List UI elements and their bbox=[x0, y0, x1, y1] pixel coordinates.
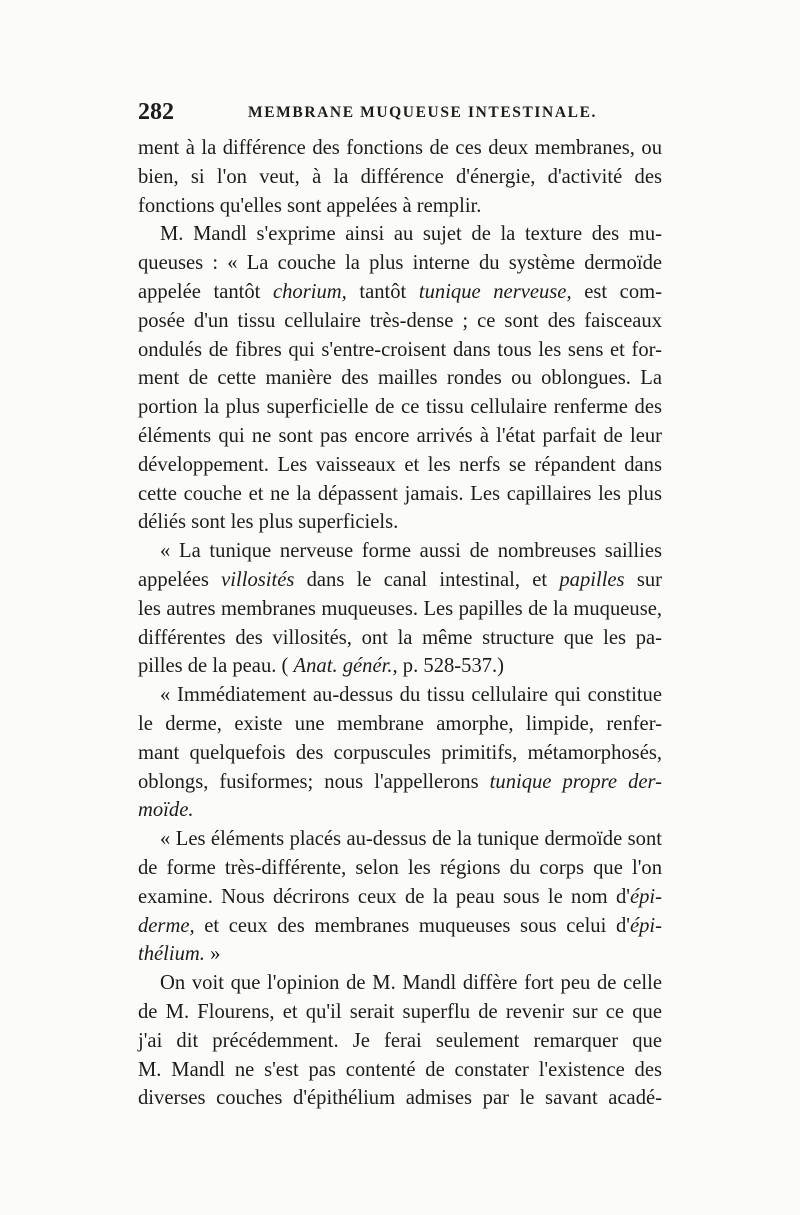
body-text bbox=[138, 134, 662, 1113]
text-run: appelées bbox=[138, 568, 222, 591]
text-line: diverses couches d'épithélium admises par le savant acadé- bbox=[138, 1087, 662, 1110]
text-line bbox=[138, 883, 662, 912]
text-line: cette couche et ne la dépassent jamais. Les capillaires les plus bbox=[138, 482, 662, 505]
italic-run: tunique nerveuse, bbox=[418, 280, 572, 303]
text-run: pilles de la peau. ( bbox=[138, 655, 294, 678]
text-line: le derme, existe une membrane amorphe, limpide, renfer- bbox=[138, 712, 662, 735]
text-line bbox=[138, 912, 662, 941]
text-line: M. Mandl ne s'est pas contenté de constater l'existence des bbox=[138, 1058, 662, 1081]
text-line: M. Mandl s'exprime ainsi au sujet de la texture des mu- bbox=[160, 223, 662, 246]
text-line: bien, si l'on veut, à la différence d'énergie, d'activité des bbox=[138, 165, 662, 188]
text-line: ment de cette manière des mailles rondes ou oblongues. La bbox=[138, 367, 662, 390]
italic-run: chorium, bbox=[272, 280, 347, 303]
italic-run: Anat. génér., bbox=[293, 655, 398, 678]
text-line: posée d'un tissu cellulaire très-dense ; ce sont des faisceaux bbox=[138, 309, 662, 332]
text-line: différentes des villosités, ont la même structure que les pa- bbox=[138, 626, 662, 649]
text-line bbox=[138, 796, 662, 825]
text-line bbox=[138, 652, 662, 681]
text-line: éléments qui ne sont pas encore arrivés à l'état parfait de leur bbox=[138, 424, 662, 447]
page-header bbox=[138, 98, 662, 128]
text-line: de M. Flourens, et qu'il serait superflu de revenir sur ce que bbox=[138, 1000, 662, 1023]
text-run: tantôt bbox=[346, 280, 419, 303]
italic-run: tunique propre der- bbox=[489, 770, 662, 793]
text-run: et ceux des membranes muqueuses sous celui d' bbox=[194, 914, 630, 937]
text-line bbox=[138, 566, 662, 595]
text-line: de forme très-différente, selon les régions du corps que l'on bbox=[138, 856, 662, 879]
text-run: p. 528-537.) bbox=[397, 655, 505, 678]
italic-run: moïde. bbox=[138, 799, 194, 822]
italic-run: derme, bbox=[138, 914, 195, 937]
text-line: les autres membranes muqueuses. Les papilles de la muqueuse, bbox=[138, 597, 662, 620]
text-run: dans le canal intestinal, et bbox=[294, 568, 560, 591]
text-line: j'ai dit précédemment. Je ferai seulement remarquer que bbox=[138, 1029, 662, 1052]
text-line: On voit que l'opinion de M. Mandl diffère fort peu de celle bbox=[160, 972, 662, 995]
text-line: « Les éléments placés au-dessus de la tunique dermoïde sont bbox=[160, 828, 662, 851]
text-line bbox=[138, 940, 662, 969]
text-line bbox=[138, 278, 662, 307]
text-line bbox=[138, 768, 662, 797]
italic-run: villosités bbox=[221, 568, 295, 591]
text-line: portion la plus superficielle de ce tissu cellulaire renferme des bbox=[138, 396, 662, 419]
text-line: « La tunique nerveuse forme aussi de nombreuses saillies bbox=[160, 540, 662, 563]
italic-run: thélium. bbox=[138, 943, 205, 966]
italic-run: épi- bbox=[629, 885, 662, 908]
running-head: MEMBRANE MUQUEUSE INTESTINALE. bbox=[248, 104, 598, 121]
text-line: fonctions qu'elles sont appelées à remplir. bbox=[138, 194, 482, 217]
italic-run: épi- bbox=[629, 914, 662, 937]
text-run: sur bbox=[624, 568, 662, 591]
text-run: examine. Nous décrirons ceux de la peau sous le nom d' bbox=[138, 885, 630, 908]
text-line: développement. Les vaisseaux et les nerfs se répandent dans bbox=[138, 453, 662, 476]
text-line: mant quelquefois des corpuscules primitifs, métamorphosés, bbox=[138, 741, 662, 764]
italic-run: papilles bbox=[559, 568, 625, 591]
text-run: est com- bbox=[571, 280, 662, 303]
text-line: ment à la différence des fonctions de ces deux membranes, ou bbox=[138, 137, 662, 159]
text-run: oblongs, fusiformes; nous l'appellerons bbox=[138, 770, 490, 793]
text-line: déliés sont les plus superficiels. bbox=[138, 511, 399, 534]
text-line: « Immédiatement au-dessus du tissu cellulaire qui constitue bbox=[160, 684, 662, 707]
text-line: ondulés de fibres qui s'entre-croisent dans tous les sens et for- bbox=[138, 338, 662, 361]
text-run: appelée tantôt bbox=[138, 280, 273, 303]
text-line: queuses : « La couche la plus interne du système dermoïde bbox=[138, 252, 662, 275]
page-number: 282 bbox=[138, 99, 174, 125]
text-run: » bbox=[204, 943, 221, 966]
